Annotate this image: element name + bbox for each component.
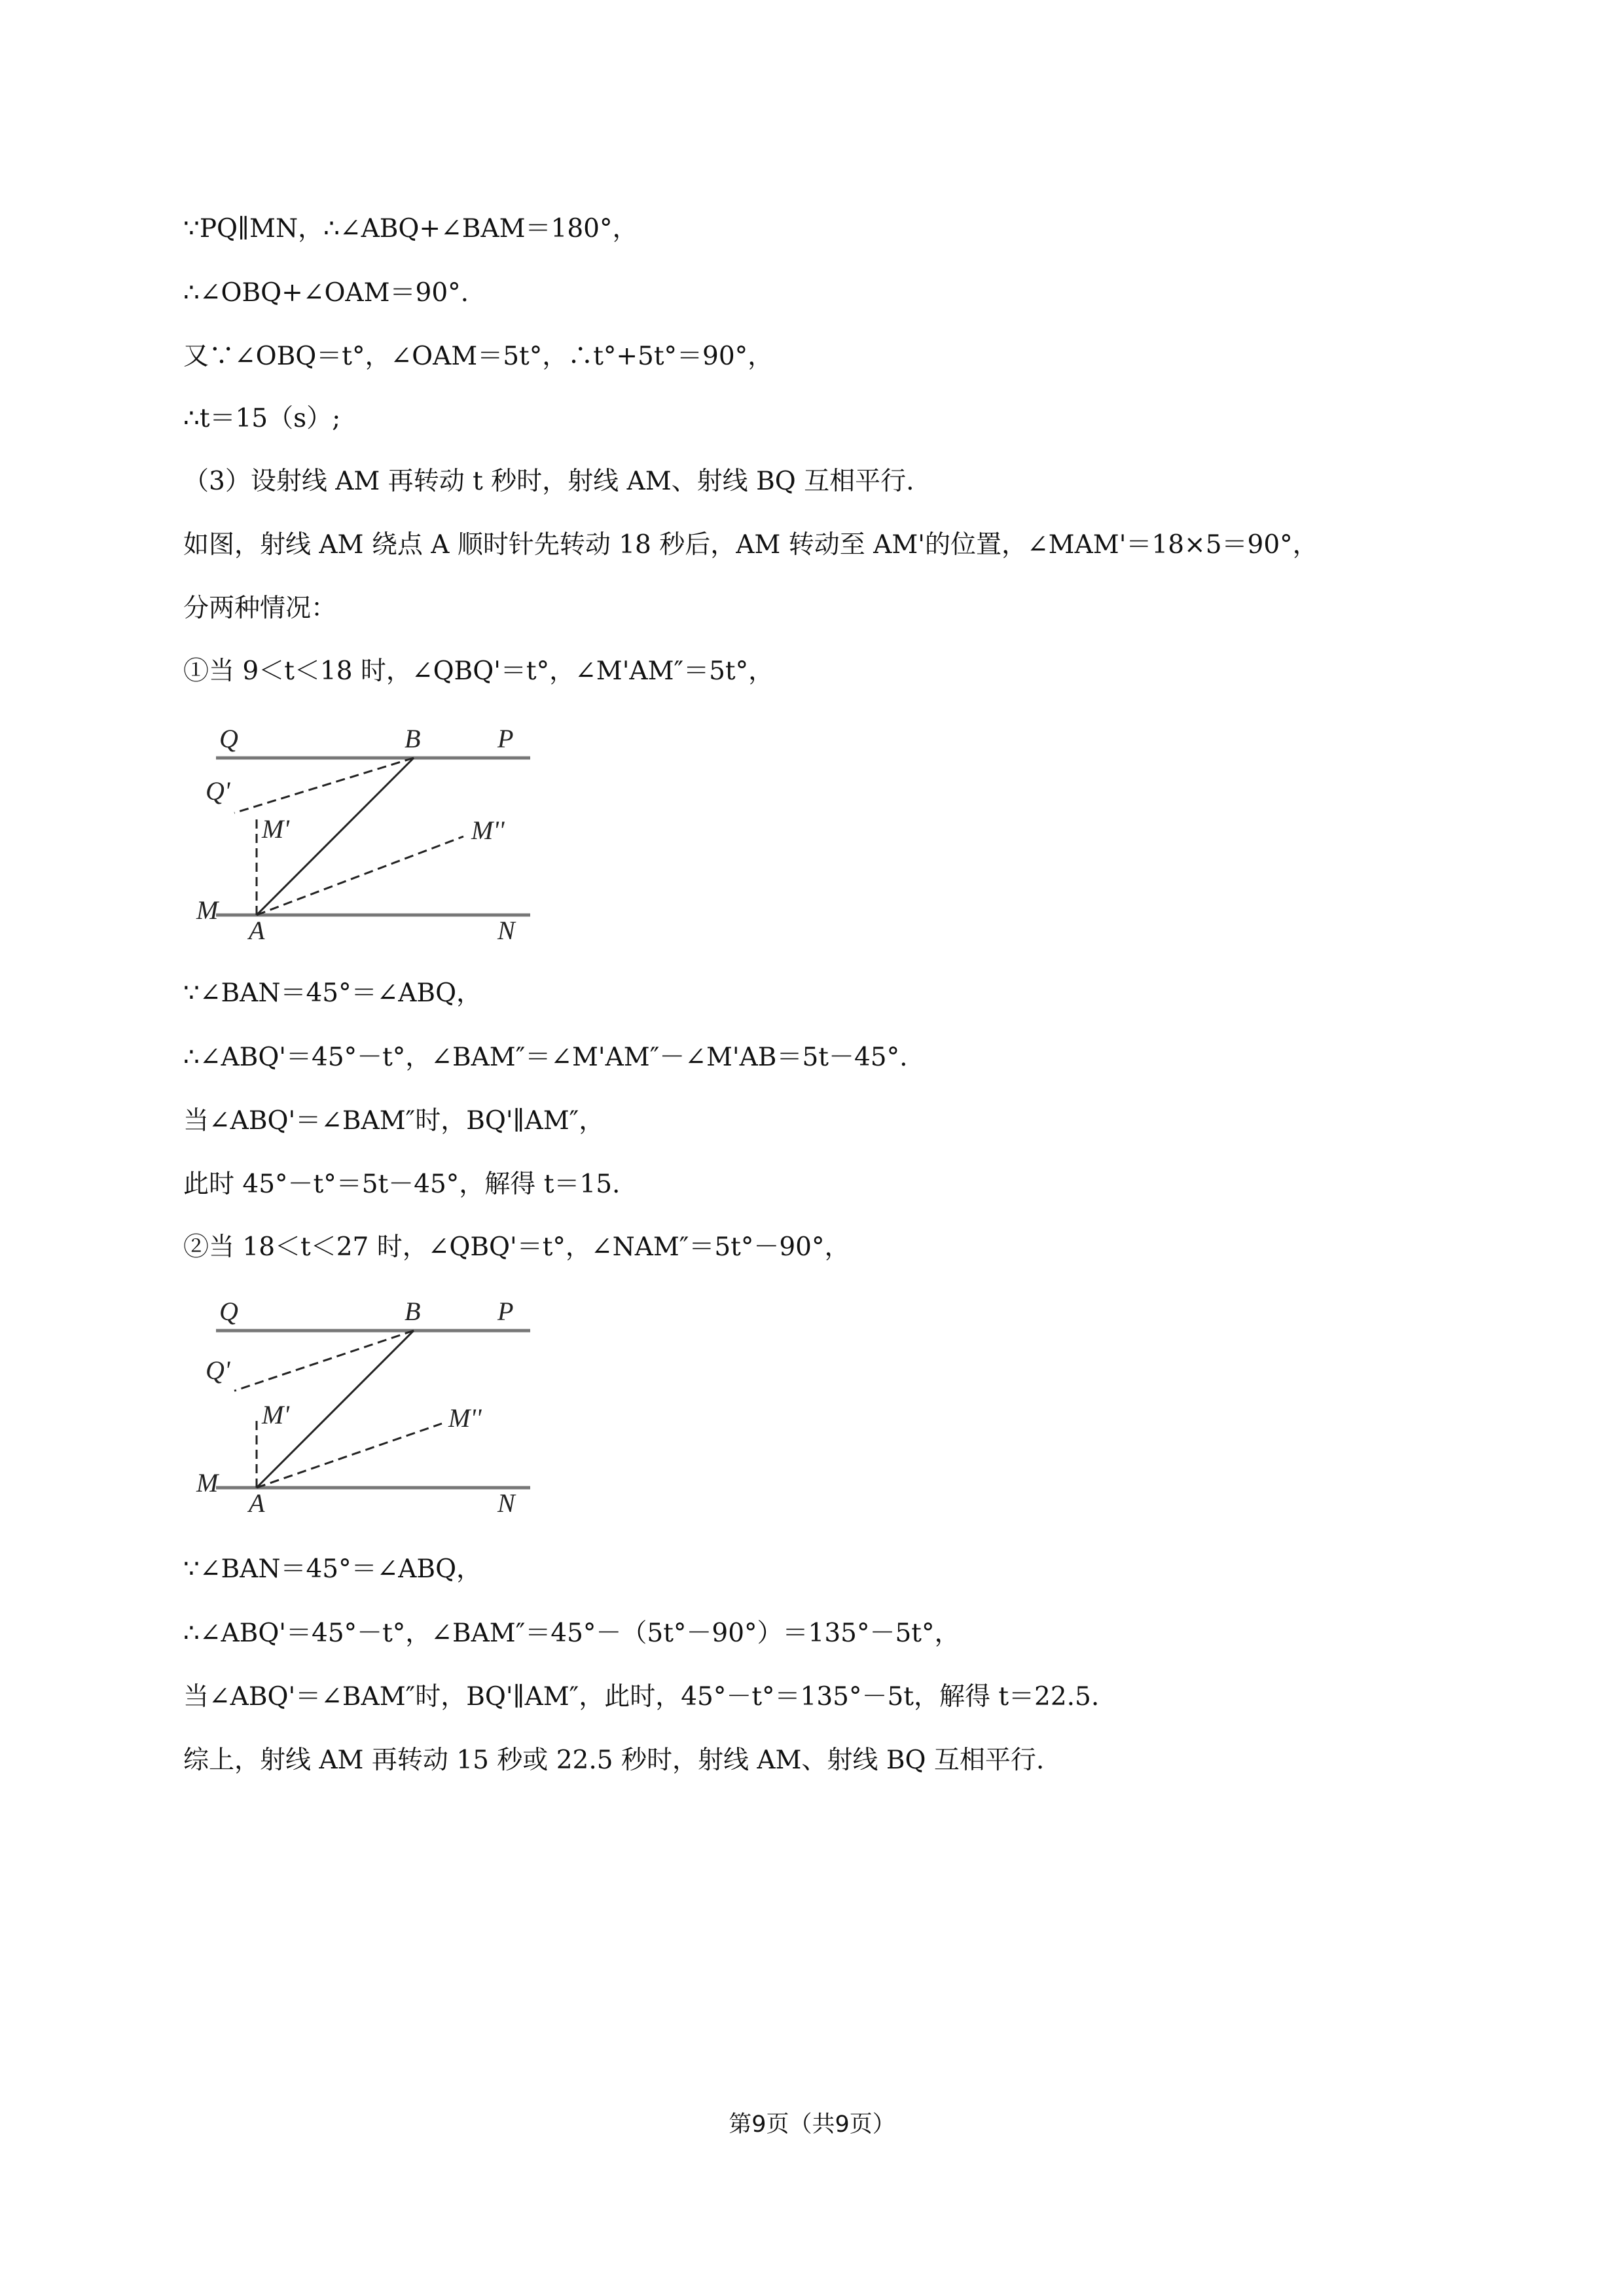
text-line-16: 当∠ABQ'＝∠BAM″时，BQ'∥AM″，此时，45°－t°＝135°－5t，解得 t＝22.5. xyxy=(183,1682,1100,1712)
text-line-3: 又∵∠OBQ＝t°，∠OAM＝5t°，∴t°+5t°＝90°， xyxy=(183,342,774,371)
label-q-prime: Q' xyxy=(206,1355,230,1385)
text-line-12: 此时 45°－t°＝5t－45°，解得 t＝15. xyxy=(183,1170,621,1199)
text-line-17: 综上，射线 AM 再转动 15 秒或 22.5 秒时，射线 AM、射线 BQ 互相平行. xyxy=(183,1746,1045,1775)
text-line-13: ②当 18＜t＜27 时，∠QBQ'＝t°，∠NAM″＝5t°－90°， xyxy=(183,1232,850,1262)
label-n: N xyxy=(497,1488,515,1518)
label-b: B xyxy=(405,1297,421,1326)
label-b: B xyxy=(405,724,421,753)
label-m: M xyxy=(196,895,219,925)
label-p: P xyxy=(497,1297,514,1326)
label-m-prime: M' xyxy=(262,1400,289,1429)
label-m-double-prime: M'' xyxy=(448,1403,482,1433)
text-line-8: ①当 9＜t＜18 时，∠QBQ'＝t°，∠M'AM″＝5t°， xyxy=(183,656,774,686)
text-line-6: 如图，射线 AM 绕点 A 顺时针先转动 18 秒后，AM 转动至 AM'的位置，∠MAM'＝18×5＝90°， xyxy=(183,530,1318,560)
text-line-1: ∵PQ∥MN，∴∠ABQ+∠BAM＝180°， xyxy=(183,214,638,243)
figure-2 xyxy=(183,1293,550,1531)
label-a: A xyxy=(249,1488,265,1518)
text-line-7: 分两种情况： xyxy=(183,594,337,623)
text-line-5: （3）设射线 AM 再转动 t 秒时，射线 AM、射线 BQ 互相平行. xyxy=(183,467,914,496)
figure-1 xyxy=(183,720,550,958)
label-p: P xyxy=(497,724,514,753)
label-m: M xyxy=(196,1468,219,1498)
text-line-10: ∴∠ABQ'＝45°－t°，∠BAM″＝∠M'AM″－∠M'AB＝5t－45°. xyxy=(183,1043,908,1072)
label-q: Q xyxy=(219,1297,238,1326)
text-line-4: ∴t＝15（s）; xyxy=(183,404,341,433)
label-q-prime: Q' xyxy=(206,776,230,806)
text-line-15: ∴∠ABQ'＝45°－t°，∠BAM″＝45°－（5t°－90°）＝135°－5t°， xyxy=(183,1619,960,1648)
text-line-14: ∵∠BAN＝45°＝∠ABQ， xyxy=(183,1554,482,1584)
text-line-11: 当∠ABQ'＝∠BAM″时，BQ'∥AM″， xyxy=(183,1106,605,1136)
label-q: Q xyxy=(219,724,238,753)
label-m-double-prime: M'' xyxy=(471,816,505,845)
label-a: A xyxy=(249,916,265,945)
label-n: N xyxy=(497,916,515,945)
text-line-9: ∵∠BAN＝45°＝∠ABQ， xyxy=(183,978,482,1008)
page-footer: 第9页（共9页） xyxy=(729,2111,895,2138)
label-m-prime: M' xyxy=(262,814,289,844)
text-line-2: ∴∠OBQ+∠OAM＝90°. xyxy=(183,278,469,308)
